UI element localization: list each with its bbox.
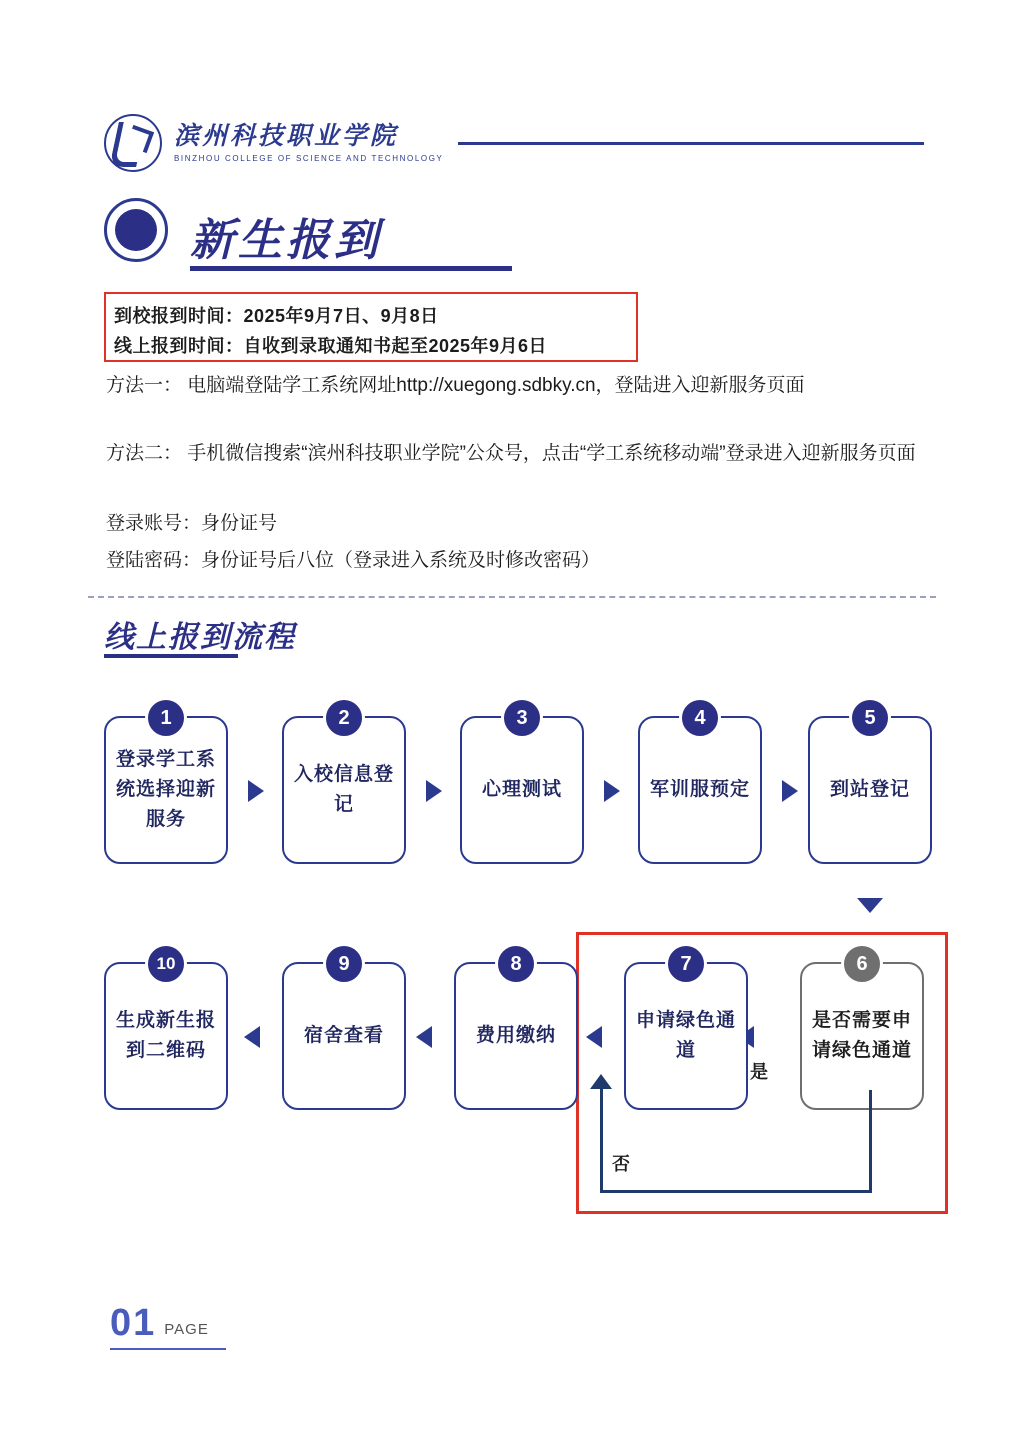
flow-badge-9: 9 (323, 943, 365, 985)
section-title: 线上报到流程 (104, 621, 296, 654)
section-underline (104, 654, 238, 658)
flow-badge-8: 8 (495, 943, 537, 985)
flow-label-8: 费用缴纳 (475, 1025, 556, 1046)
document-header (104, 112, 924, 174)
flow-label-5: 到站登记 (829, 779, 910, 800)
flow-branch-yes-label: 是 (750, 1062, 768, 1082)
flow-label-2: 入校信息登记 (293, 764, 394, 815)
flow-label-7: 申请绿色通道 (635, 1010, 736, 1061)
flow-arrow-2-3 (426, 780, 442, 802)
flow-node-7 (624, 952, 748, 1110)
flow-arrow-3-4 (604, 780, 620, 802)
flow-badge-6: 6 (841, 943, 883, 985)
logo-name-en: BINZHOU COLLEGE OF SCIENCE AND TECHNOLOGY (174, 153, 444, 163)
page-footer (110, 1304, 209, 1342)
paragraph-method-two: 方法二： 手机微信搜索“滨州科技职业学院”公众号，点击“学工系统移动端”登录进入迎新服务页面 (106, 443, 916, 464)
flow-loop-bottom-segment (600, 1190, 872, 1193)
flow-node-10 (104, 954, 228, 1110)
flow-label-9: 宿舍查看 (303, 1025, 384, 1046)
flow-arrow-4-5 (782, 780, 798, 802)
page-title: 新生报到 (190, 216, 382, 265)
flow-arrow-5-6 (857, 898, 883, 913)
flow-label-6: 是否需要申请绿色通道 (811, 1010, 912, 1061)
paragraph-password: 登陆密码：身份证号后八位（登录进入系统及时修改密码） (106, 550, 601, 571)
notice-line-online: 线上报到时间：自收到录取通知书起至2025年9月6日 (114, 336, 548, 356)
title-dot-icon (115, 209, 157, 251)
flow-loop-right-segment (869, 1090, 872, 1193)
flow-branch-no-label: 否 (612, 1154, 630, 1174)
school-logo-icon (104, 114, 162, 172)
page-title-block (104, 196, 544, 274)
flow-node-5 (808, 706, 932, 864)
flow-badge-2: 2 (323, 697, 365, 739)
notice-box (104, 292, 638, 362)
footer-rule (110, 1348, 226, 1350)
header-divider (458, 142, 925, 145)
page-word: PAGE (164, 1321, 209, 1338)
notice-line-arrival: 到校报到时间：2025年9月7日、9月8日 (114, 306, 439, 326)
flow-badge-4: 4 (679, 697, 721, 739)
flow-badge-10: 10 (145, 943, 187, 985)
flow-node-9 (282, 952, 406, 1110)
title-underline (190, 266, 512, 271)
page-number: 01 (110, 1302, 157, 1344)
flow-label-1: 登录学工系统选择迎新服务 (115, 749, 216, 830)
flow-node-3 (460, 706, 584, 864)
flow-node-1 (104, 706, 228, 864)
logo-text (174, 123, 444, 163)
flow-label-10: 生成新生报到二维码 (115, 1010, 216, 1061)
flow-node-4 (638, 706, 762, 864)
flow-label-4: 军训服预定 (649, 779, 750, 800)
flow-arrow-7-8 (586, 1026, 602, 1048)
flow-badge-7: 7 (665, 943, 707, 985)
flow-loop-arrowhead (590, 1074, 612, 1089)
flow-arrow-9-10 (244, 1026, 260, 1048)
logo-name-cn: 滨州科技职业学院 (174, 123, 399, 151)
flow-node-6 (800, 952, 924, 1110)
paragraph-account: 登录账号：身份证号 (106, 513, 278, 534)
flow-arrow-1-2 (248, 780, 264, 802)
flow-label-3: 心理测试 (481, 779, 562, 800)
flow-loop-left-segment (600, 1088, 603, 1191)
flow-node-2 (282, 706, 406, 864)
flow-badge-3: 3 (501, 697, 543, 739)
dashed-divider (88, 596, 936, 598)
flow-arrow-8-9 (416, 1026, 432, 1048)
flow-badge-5: 5 (849, 697, 891, 739)
flow-diagram (0, 690, 1024, 1250)
flow-badge-1: 1 (145, 697, 187, 739)
paragraph-method-one: 方法一： 电脑端登陆学工系统网址http://xuegong.sdbky.cn，登陆进入迎新服务页面 (106, 375, 805, 396)
flow-node-8 (454, 952, 578, 1110)
